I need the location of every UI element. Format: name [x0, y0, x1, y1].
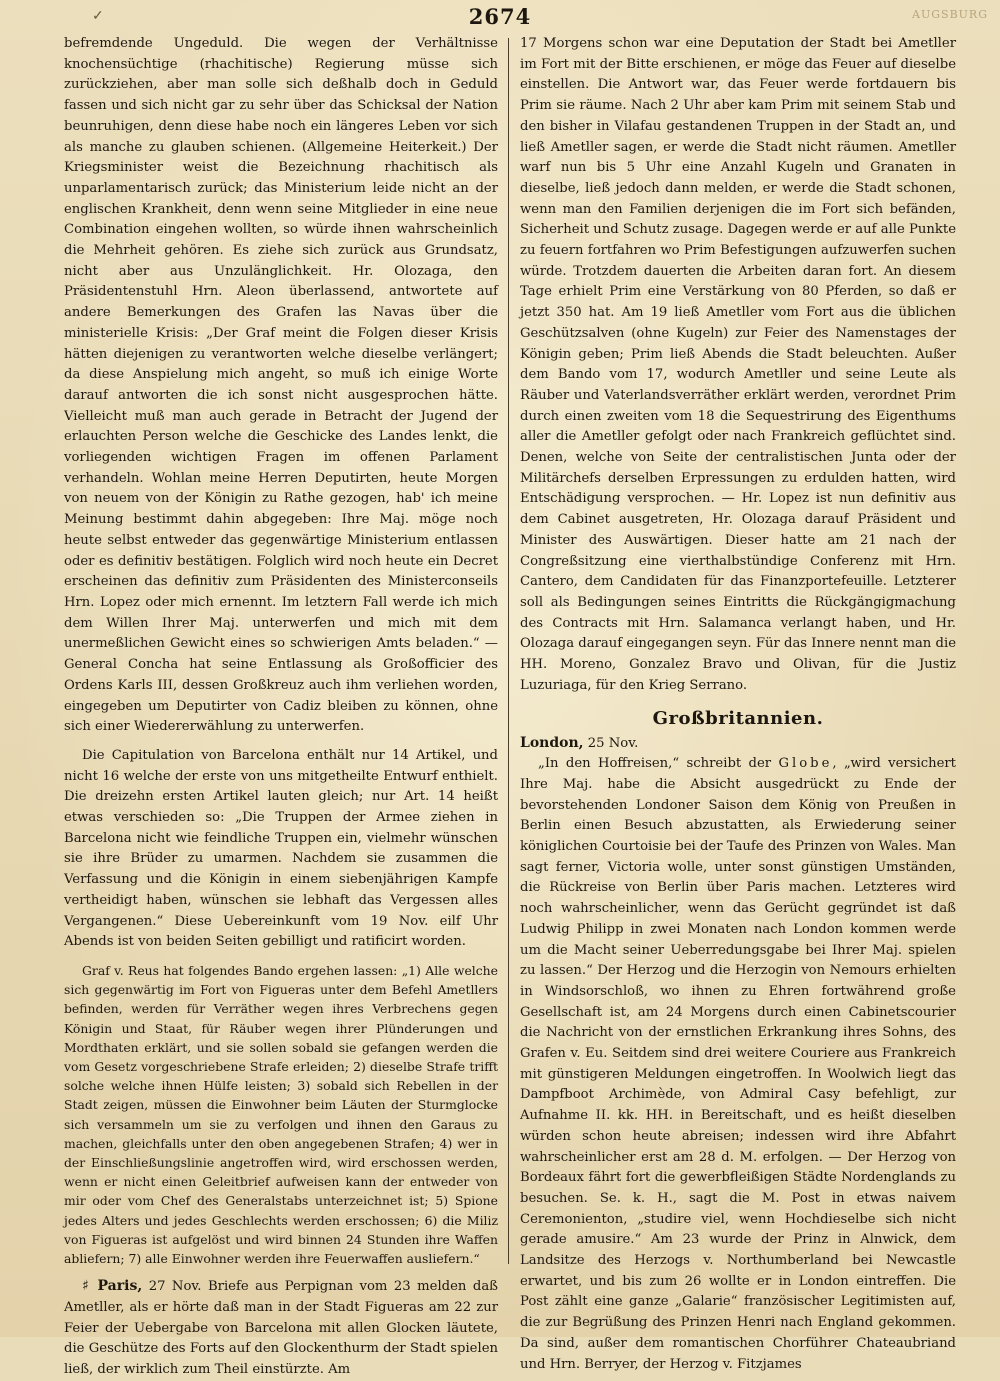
- paris-text: Briefe aus Perpignan vom 23 melden daß Ametller, als er hörte daß man in der Stadt Figueras am 22 zur Feier der Uebergabe von Barcelona mit allen Glocken läutete, die Geschütze des Forts auf den Glockenthurm der Stadt spielen ließ, der wirklich zum Theil einstürzte. Am: [64, 1279, 498, 1377]
- right-paragraph-london: [520, 754, 956, 1375]
- london-dateline-line: [520, 733, 956, 755]
- paris-date: 27 Nov.: [148, 1279, 202, 1295]
- left-paragraph-bando: Graf v. Reus hat folgendes Bando ergehen lassen: „1) Alle welche sich gegenwärtig im Fort von Figueras unter dem Befehl Ametllers befinden, werden für Verräther wegen ihres Verbrechens gegen Königin und Staat, für Räuber wegen ihrer Plünderungen und Mordthaten erklärt, und sie sollen sobald sie gefangen werden die vom Gesetz vorgeschriebene Strafe erleiden; 2) dieselbe Strafe trifft solche welche ihnen Hülfe leisten; 3) sobald sich Rebellen in der Stadt zeigen, müssen die Einwohner beim Läuten der Sturmglocke sich versammeln um sie zu verfolgen und ihnen den Garaus zu machen, gleichfalls unter den oben angegebenen Strafen; 4) wer in der Einschließungslinie angetroffen wird, wird erschossen werden, wenn er nicht einen Geleitbrief aufweisen kann der entweder von mir oder vom Chef des Generalstabs unterzeichnet ist; 5) Spione jedes Alters und jedes Geschlechts werden erschossen; 6) die Miliz von Figueras ist aufgelöst und wird binnen 24 Stunden ihre Waffen abliefern; 7) alle Einwohner werden ihre Feuerwaffen ausliefern.“: [64, 962, 498, 1266]
- paris-marker-symbol: ♯: [82, 1278, 92, 1295]
- corner-watermark-text: AUGSBURG: [912, 8, 988, 21]
- column-divider: [508, 38, 509, 1264]
- london-date: 25 Nov.: [587, 735, 639, 751]
- globe-newspaper-name: Globe: [778, 756, 833, 772]
- left-column: [64, 34, 498, 1381]
- london-dateline: London,: [520, 734, 584, 751]
- paris-dateline: Paris,: [97, 1278, 143, 1295]
- page-number: 2674: [468, 4, 532, 29]
- left-paragraph-capitulation: Die Capitulation von Barcelona enthält nur 14 Artikel, und nicht 16 welche der erste von uns mitgetheilte Entwurf enthielt. Die dreizehn ersten Artikel lauten gleich; nur Art. 14 heißt etwas verschieden so: „Die Truppen der Armee ziehen in Barcelona nicht wie feindliche Truppen ein, vielmehr wünschen sie ihre Brüder zu umarmen. Nachdem sie zusammen die Verfassung und die Königin in einem siebenjährigen Kampfe vertheidigt haben, wünschen sie lebhaft das Vergessen alles Vergangenen.“ Diese Uebereinkunft vom 19 Nov. eilf Uhr Abends ist von beiden Seiten gebilligt und ratificirt worden.: [64, 747, 498, 950]
- right-column: [520, 34, 956, 1375]
- left-paragraph-paris: [64, 1276, 498, 1381]
- london-text-rest: , „wird versichert Ihre Maj. habe die Absicht ausgedrückt zu Ende der bevorstehenden Londoner Saison dem König von Preußen in Berlin einen Besuch abzustatten, als Erwiederung seiner königlichen Courtoisie bei der Taufe des Prinzen von Wales. Man sagt ferner, Victoria wolle, unter sonst günstigen Umständen, die Rückreise von Berlin über Paris machen. Letzteres wird noch wahrscheinlicher, wenn das Gerücht gegründet ist daß Ludwig Philipp in zwei Monaten nach London kommen werde um die Macht seiner Ueberredungsgabe bei Ihrer Maj. spielen zu lassen.“ Der Herzog und die Herzogin von Nemours erhielten in Windsorschloß, wo ihnen zu Ehren fortwährend große Gesellschaft ist, am 24 Morgens durch einen Cabinetscourier die Nachricht von der ernstlichen Erkrankung ihres Sohns, des Grafen v. Eu. Seitdem sind drei weitere Couriere aus Frankreich mit günstigeren Meldungen eingetroffen. In Woolwich liegt das Dampfboot Archimède, von Admiral Casy befehligt, zur Aufnahme II. kk. HH. in Bereitschaft, und es heißt dieselben würden schon heute abreisen; indessen wird ihre Abfahrt wahrscheinlicher erst am 28 d. M. erfolgen. — Der Herzog von Bordeaux fährt fort die gewerbfleißigen Städte Nordenglands zu besuchen. Se. k. H., sagt die M. Post in etwas naivem Ceremonienton, „studire viel, wenn Hochdieselbe sich nicht gerade amusire.“ Am 23 wurde der Prinz in Alnwick, dem Landsitze des Herzogs v. Northumberland bei Newcastle erwartet, und bis zum 26 wollte er in London eintreffen. Die Post zählt eine ganze „Galarie“ französischer Legitimisten auf, die zur Begrüßung des Prinzen Henri nach England gekommen. Da sind, außer dem romantischen Chorführer Chateaubriand und Hrn. Berryer, der Herzog v. Fitzjames: [520, 756, 956, 1372]
- left-paragraph-madrid-debate: befremdende Ungeduld. Die wegen der Verhältnisse knochensüchtige (rhachitische) Regierung müsse sich zurückziehen, aber man solle sich deßhalb doch in Geduld fassen und sich nicht gar zu sehr über das Schicksal der Nation beunruhigen, denn diese habe noch ein längeres Leben vor sich als manche zu glauben schienen. (Allgemeine Heiterkeit.) Der Kriegsminister weist die Bezeichnung rhachitisch als unparlamentarisch zurück; das Ministerium leide nicht an der englischen Krankheit, denn wenn seine Mitglieder in eine neue Combination eingehen wollten, so würde ihnen wahrscheinlich die Mehrheit gehören. Es ziehe sich zurück aus Grundsatz, nicht aber aus Unzulänglichkeit. Hr. Olozaga, den Präsidentenstuhl Hrn. Aleon überlassend, antwortete auf andere Bemerkungen des Grafen las Navas über die ministerielle Krisis: „Der Graf meint die Folgen dieser Krisis hätten diejenigen zu verantworten welche dieselbe verlängert; da diese Anspielung mich angeht, so muß ich einige Worte darauf antworten die ich sonst nicht ausgesprochen hätte. Vielleicht muß man auch gerade in Betracht der Jugend der erlauchten Person welche die Geschicke des Landes lenkt, die vorliegenden wichtigen Fragen im offenen Parlament verhandeln. Wohlan meine Herren Deputirten, heute Morgen von neuem von der Königin zu Rathe gezogen, hab' ich meine Meinung bestimmt dahin abgegeben: Ihre Maj. möge noch heute selbst entweder das gegenwärtige Ministerium entlassen oder es definitiv bestätigen. Folglich wird noch heute ein Decret erscheinen das definitiv zum Präsidenten des Ministerconseils Hrn. Lopez oder mich ernennt. Im letztern Fall werde ich mich dem Willen Ihrer Maj. unterwerfen und mich mit dem unermeßlichen Gewicht eines so schwierigen Amts beladen.“ — General Concha hat seine Entlassung als Großofficier des Ordens Karls III, dessen Großkreuz auch ihm verliehen worden, eingegeben um Deputirter von Cadiz bleiben zu können, ohne sich einer Wiedererwählung zu unterwerfen.: [64, 36, 498, 735]
- right-paragraph-figueras: 17 Morgens schon war eine Deputation der Stadt bei Ametller im Fort mit der Bitte erschienen, er möge das Feuer auf dieselbe einstellen. Die Antwort war, das Feuer werde fortdauern bis Prim sie räume. Nach 2 Uhr aber kam Prim mit seinem Stab und den bisher in Vilafau gestandenen Truppen in der Stadt an, und ließ Ametller sagen, er werde die Stadt nicht räumen. Ametller warf nun bis 5 Uhr eine Anzahl Kugeln und Granaten in dieselbe, ließ jedoch dann melden, er werde die Stadt schonen, wenn man den Familien derjenigen die im Fort sich befänden, Sicherheit und Schutz zusage. Dagegen werde er auf alle Punkte zu feuern fortfahren wo Prim Befestigungen aufzuwerfen suchen würde. Trotzdem dauerten die Arbeiten daran fort. An diesem Tage erhielt Prim eine Verstärkung von 80 Pferden, so daß er jetzt 350 hat. Am 19 ließ Ametller vom Fort aus die üblichen Geschützsalven (ohne Kugeln) zur Feier des Namenstages der Königin geben; Prim ließ Abends die Stadt beleuchten. Außer dem Bando vom 17, wodurch Ametller und seine Leute als Räuber und Vaterlandsverräther erklärt werden, verordnet Prim durch einen zweiten vom 18 die Sequestrirung des Eigenthums aller die Ametller gefolgt oder nach Frankreich geflüchtet sind. Denen, welche von Seite der centralistischen Junta oder der Militärchefs derselben Erpressungen zu erdulden hatten, wird Entschädigung versprochen. — Hr. Lopez ist nun definitiv aus dem Cabinet ausgetreten, Hr. Olozaga darauf Präsident und Minister des Auswärtigen. Dieser hatte am 21 nach der Congreßsitzung eine vierthalbstündige Conferenz mit Hrn. Cantero, dem Candidaten für das Finanzportefeuille. Letzterer soll als Bedingungen seines Eintritts die Rückgängigmachung des Contracts mit Hrn. Salamanca verlangt haben, und Hr. Olozaga darauf eingegangen seyn. Für das Innere nennt man die HH. Moreno, Gonzalez Bravo und Olivan, für die Justiz Luzuriaga, für den Krieg Serrano.: [520, 36, 956, 693]
- london-text-start: „In den Hoffreisen,“ schreibt der: [538, 756, 772, 772]
- corner-tick-mark: ✓: [92, 8, 104, 24]
- section-heading-great-britain: Großbritannien.: [652, 707, 824, 729]
